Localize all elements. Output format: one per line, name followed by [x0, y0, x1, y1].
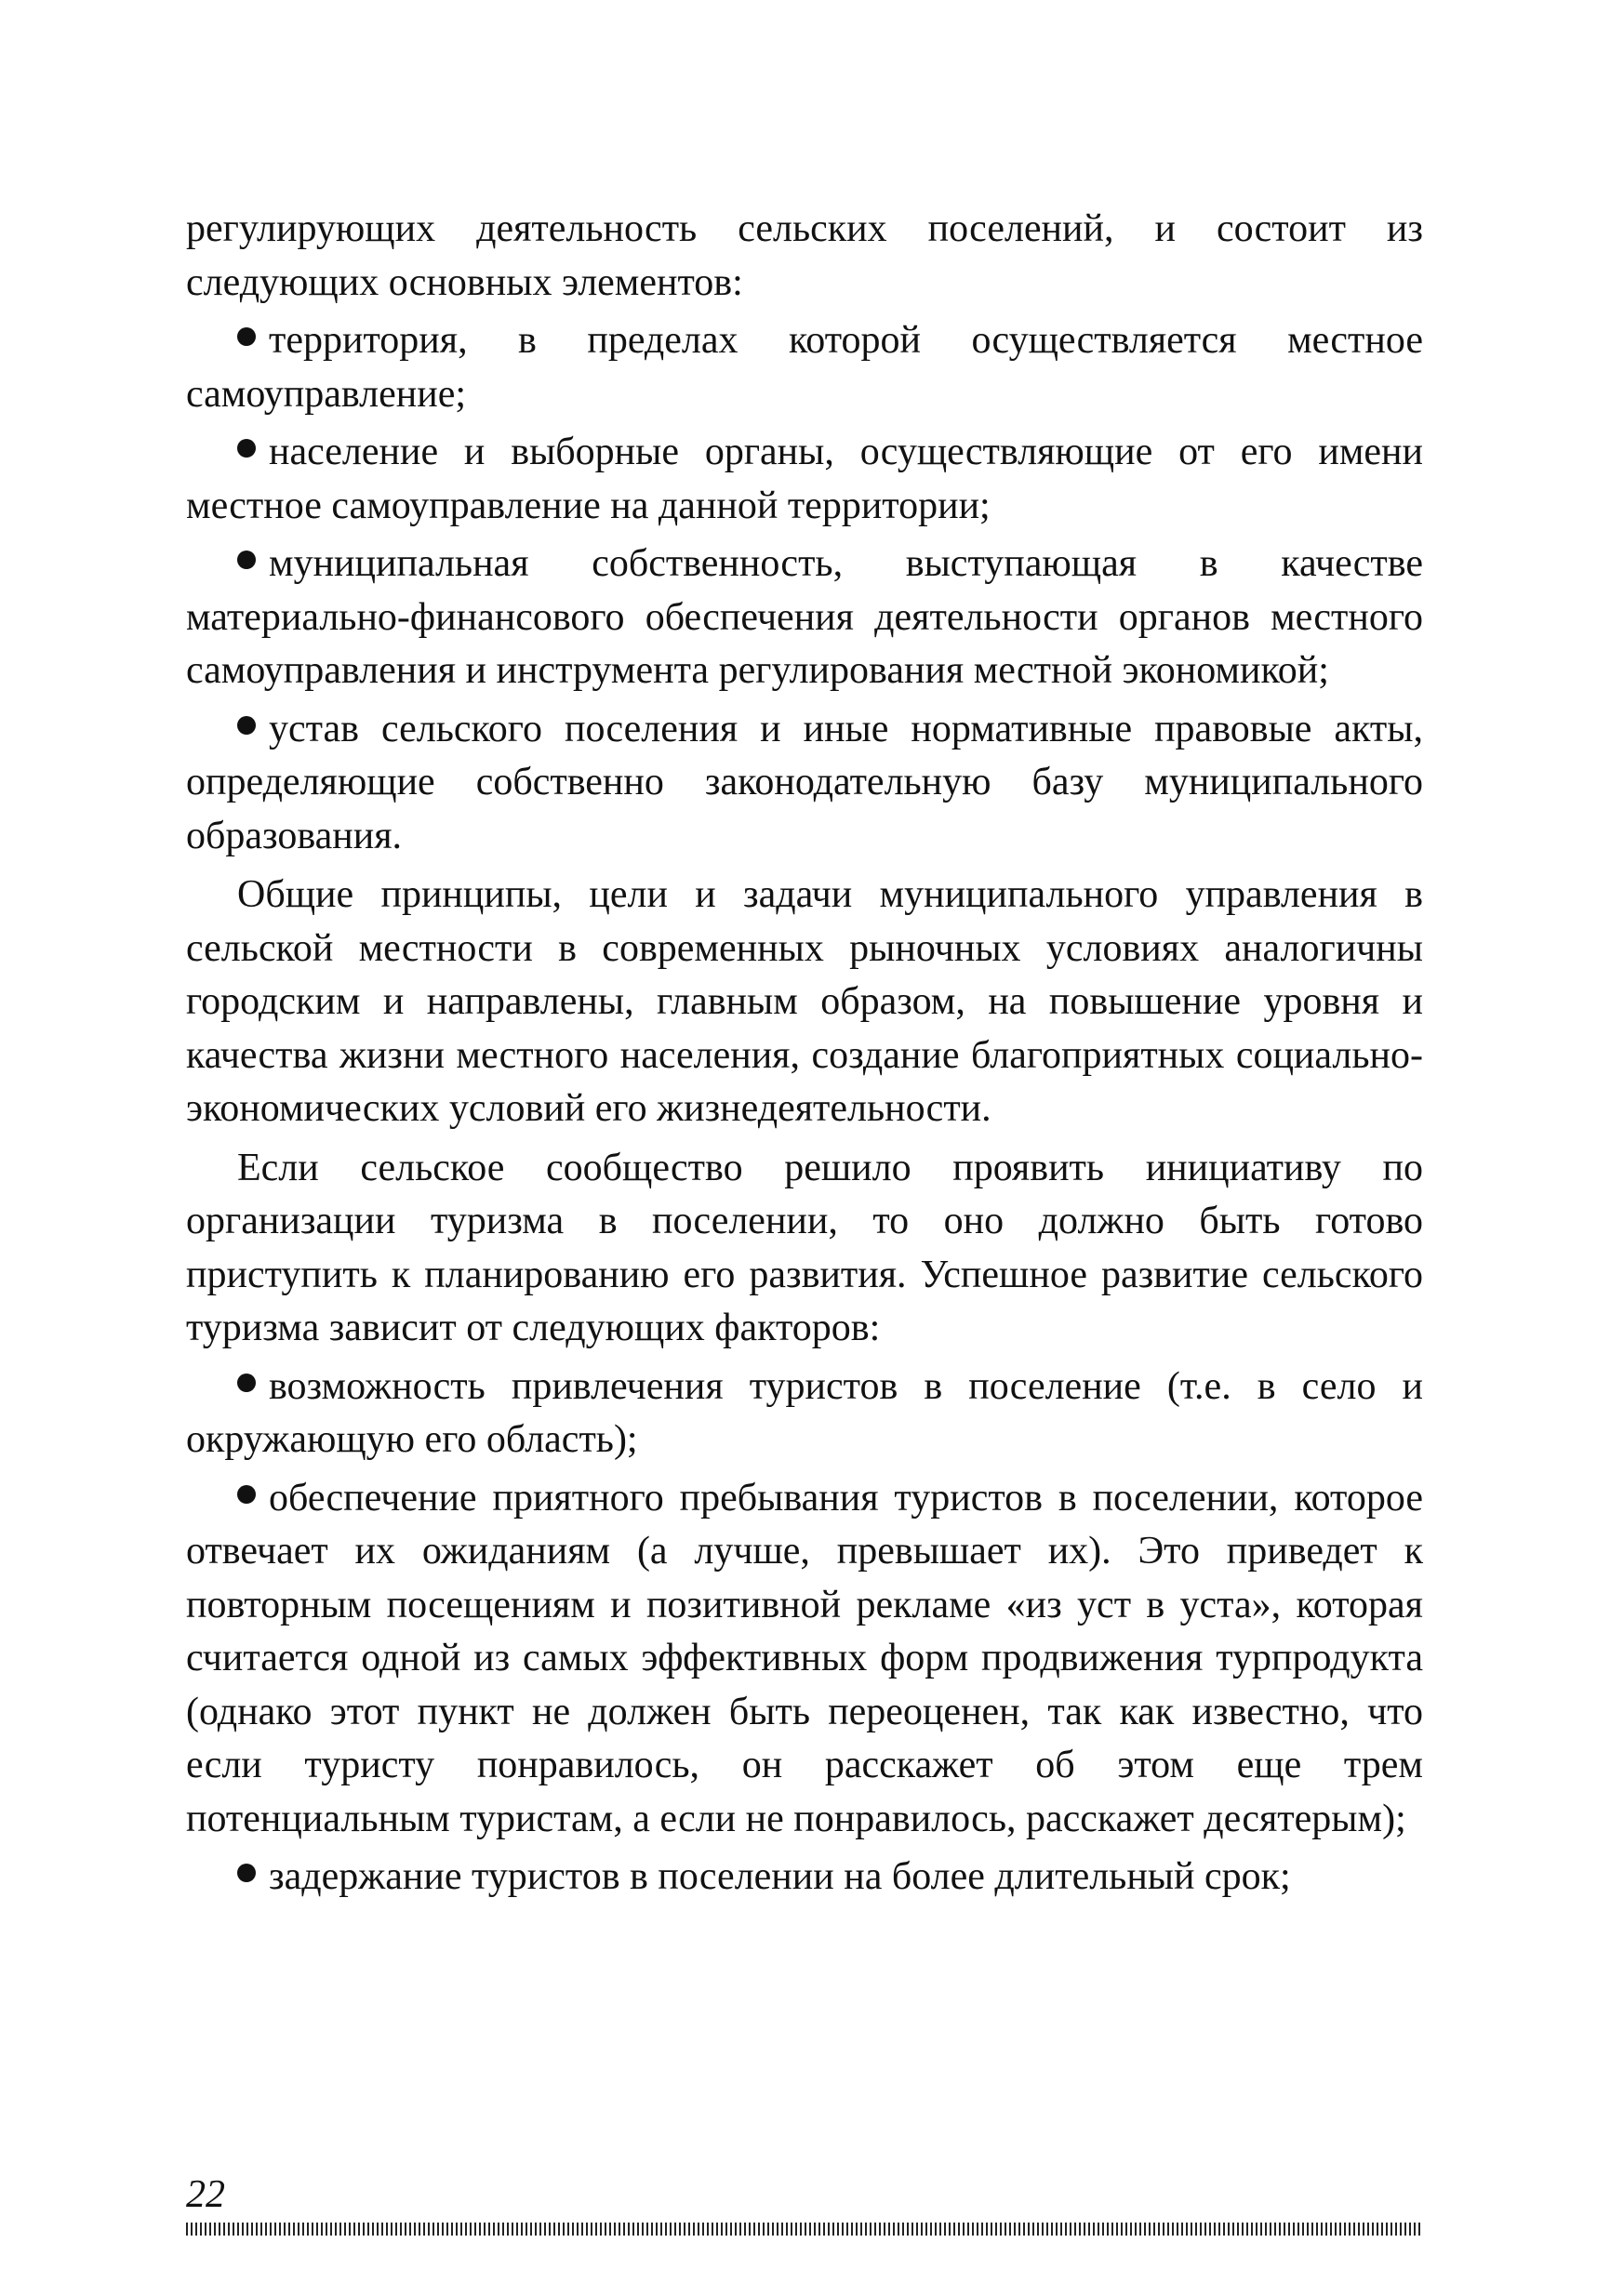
bullet-item-territory [186, 314, 1423, 421]
bullet-text: территория, в пределах которой осуществляется местное самоуправление; [186, 319, 1423, 416]
bullet-item-retention [186, 1851, 1423, 1904]
bullet-text: устав сельского поселения и иные нормативные правовые акты, определяющие собственно законодательную базу муниципального образования. [186, 707, 1423, 857]
bullet-text: муниципальная собственность, выступающая в качестве материально-финансового обеспечения деятельности органов местного самоуправления и инструмента регулирования местной экономикой; [186, 542, 1423, 692]
bullet-icon [237, 1864, 256, 1882]
bullet-icon [237, 716, 256, 735]
bullet-text: население и выборные органы, осуществляющие от его имени местное самоуправление на данной территории; [186, 431, 1423, 527]
bullet-icon [237, 439, 256, 458]
bullet-icon [237, 1485, 256, 1504]
bullet-text: возможность привлечения туристов в поселение (т.е. в село и окружающую его область); [186, 1364, 1423, 1461]
bullet-item-population [186, 426, 1423, 533]
paragraph-principles: Общие принципы, цели и задачи муниципального управления в сельской местности в современных рыночных условиях аналогичны городским и направлены, главным образом, на повышение уровня и качества жизни местного населения, создание благоприятных социально-экономических условий его жизнедеятельности. [186, 873, 1423, 1130]
bullet-item-property [186, 538, 1423, 698]
bullet-text: задержание туристов в поселении на более длительный срок; [269, 1855, 1291, 1898]
bullet-icon [237, 551, 256, 569]
bullet-text: обеспечение приятного пребывания туристов в поселении, которое отвечает их ожиданиям (а лучше, превышает их). Это приведет к повторным посещениям и позитивной рекламе «из уст в уста», которая считается одной из самых эффективных форм продвижения турпродукта (однако этот пункт не должен быть переоценен, так как известно, что если туристу понравилось, он расскажет об этом еще трем потенциальным туристам, а если не понравилось, расскажет десятерым); [186, 1476, 1423, 1840]
bullet-icon [237, 327, 256, 346]
paragraph-initiative: Если сельское сообщество решило проявить инициативу по организации туризма в поселении, то оно должно быть готово приступить к планированию его развития. Успешное развитие сельского туризма зависит от следующих факторов: [186, 1146, 1423, 1349]
bullet-item-charter [186, 703, 1423, 864]
page-body [186, 203, 1423, 1904]
bullet-item-attraction [186, 1360, 1423, 1467]
footer-rule [186, 2223, 1423, 2236]
bullet-item-stay [186, 1472, 1423, 1847]
bullet-icon [237, 1374, 256, 1392]
paragraph-continuation: регулирующих деятельность сельских поселений, и состоит из следующих основных элементов: [186, 207, 1423, 304]
page-number: 22 [186, 2173, 225, 2216]
